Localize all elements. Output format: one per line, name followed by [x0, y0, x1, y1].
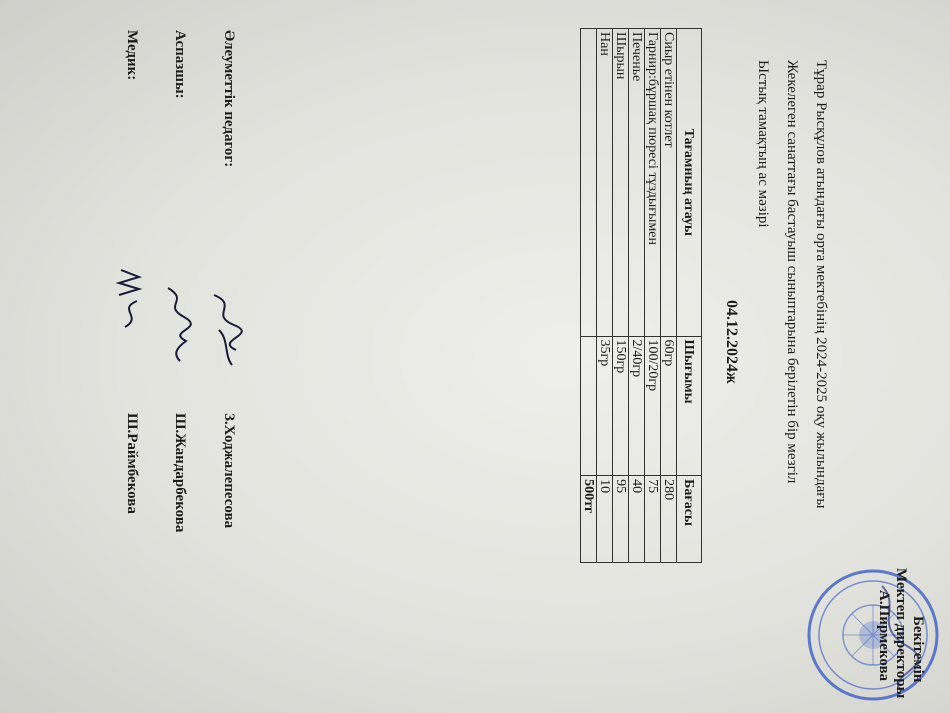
signature-name: З.Ходжалепесова — [221, 413, 237, 529]
dish-yield: 60гр — [661, 336, 677, 476]
title-line-2: Жекелеген санаттағы бастауыш сыныптарына берілетін бір мезгіл — [784, 60, 800, 484]
dish-name: Сиыр етінен котлет — [661, 29, 677, 337]
dish-yield: 100/20гр — [645, 336, 661, 476]
table-row — [645, 29, 661, 563]
dish-price: 280 — [661, 476, 677, 563]
header-price: Бағасы — [677, 476, 702, 563]
header-dish-name: Тағамның атауы — [677, 29, 702, 337]
title-line-3: Ыстық тамақтың ас мәзірі — [755, 60, 771, 228]
table-row — [597, 29, 613, 563]
signature-role: Әлеуметтік педагог: — [221, 30, 237, 168]
total-empty-1 — [581, 29, 597, 337]
dish-yield: 35гр — [597, 336, 613, 476]
signature-name: Ш.Раймбекова — [124, 413, 140, 514]
handwritten-signature-3 — [111, 265, 147, 335]
header-yield: Шығымы — [677, 336, 702, 476]
menu-table — [580, 28, 702, 563]
dish-price: 10 — [597, 476, 613, 563]
document-title — [748, 60, 835, 700]
table-total-row — [581, 29, 597, 563]
dish-name: Гарнир:бұршақ пюресі тұздығымен — [645, 29, 661, 337]
table-row — [613, 29, 629, 563]
title-line-1: Тұрар Рысқұлов атындағы орта мектебінің 2024-2025 оқу жылындағы — [813, 60, 829, 509]
dish-price: 75 — [645, 476, 661, 563]
dish-name: Нан — [597, 29, 613, 337]
signature-role: Аспазшы: — [172, 30, 188, 99]
handwritten-signature-2 — [156, 283, 196, 363]
total-price: 500тг — [581, 476, 597, 563]
dish-yield: 150гр — [613, 336, 629, 476]
total-empty-2 — [581, 336, 597, 476]
dish-price: 40 — [629, 476, 645, 563]
approval-block — [875, 568, 926, 708]
dish-name: Печенье — [629, 29, 645, 337]
menu-date: 04.12.2024ж — [723, 300, 740, 384]
dish-name: Шырын — [613, 29, 629, 337]
approval-line-1: Бекітемін — [910, 616, 926, 683]
approval-line-3: А.Пирмекова — [876, 590, 892, 682]
table-row — [629, 29, 645, 563]
handwritten-signature-1 — [204, 290, 244, 370]
dish-price: 95 — [613, 476, 629, 563]
signature-name: Ш.Жандарбекова — [172, 413, 188, 533]
signature-role: Медик: — [124, 30, 140, 81]
approval-line-2: Мектеп директоры — [893, 568, 909, 699]
table-header-row — [677, 29, 702, 563]
dish-yield: 2/40гр — [629, 336, 645, 476]
table-row — [661, 29, 677, 563]
